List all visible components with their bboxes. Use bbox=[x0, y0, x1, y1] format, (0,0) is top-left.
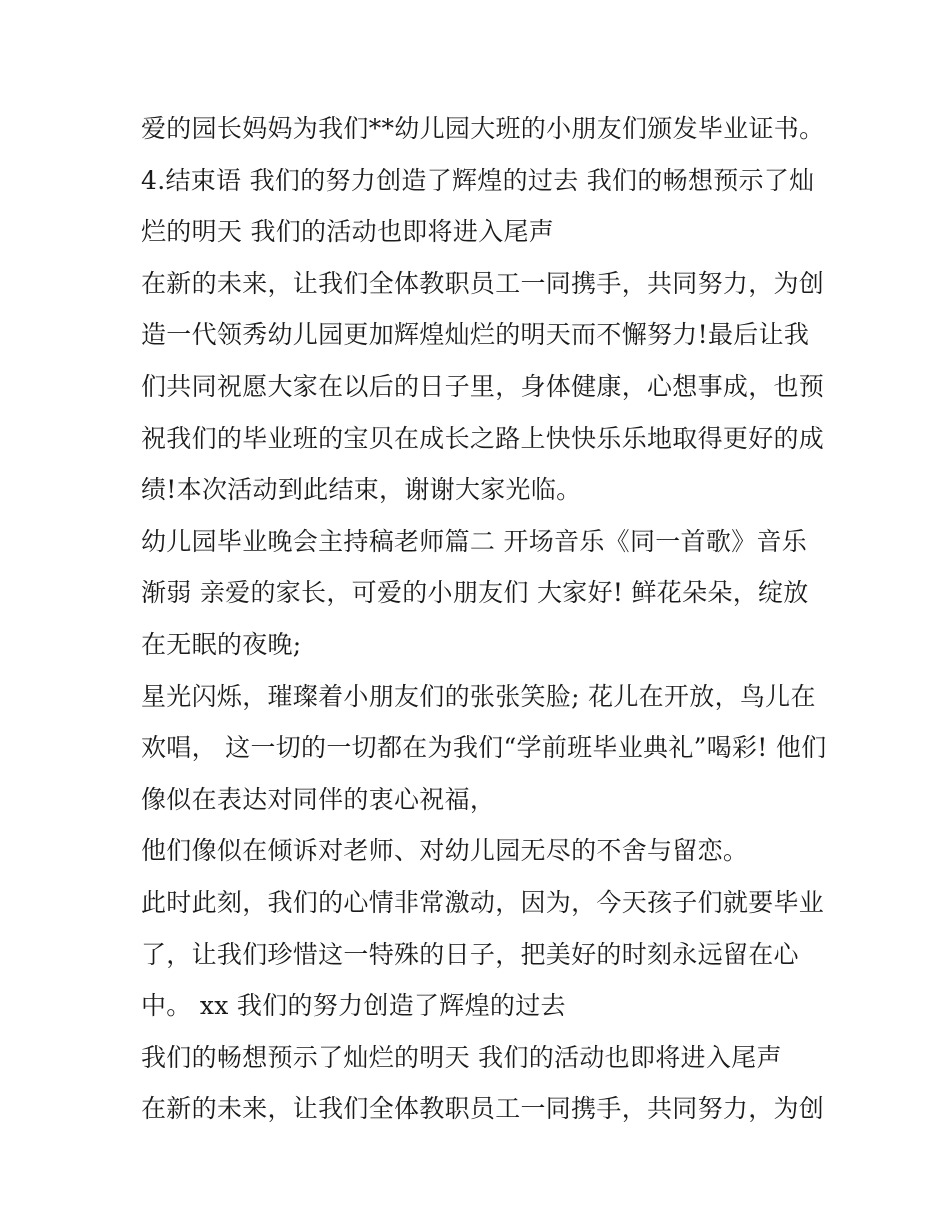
text-line: 在新的未来，让我们全体教职员工一同携手，共同努力，为创 bbox=[141, 268, 825, 298]
text-line: 他们像似在倾诉对老师、对幼儿园无尽的不舍与留恋。 bbox=[141, 836, 749, 866]
text-line: 幼儿园毕业晚会主持稿老师篇二 开场音乐《同一首歌》音乐 bbox=[141, 526, 808, 556]
text-line: 烂的明天 我们的活动也即将进入尾声 bbox=[141, 217, 555, 247]
text-line: 渐弱 亲爱的家长，可爱的小朋友们 大家好! 鲜花朵朵，绽放 bbox=[141, 578, 809, 608]
text-line: 爱的园长妈妈为我们**幼儿园大班的小朋友们颁发毕业证书。 bbox=[141, 114, 825, 143]
text-line: 们共同祝愿大家在以后的日子里，身体健康，心想事成，也预 bbox=[141, 371, 825, 401]
text-line: 欢唱， 这一切的一切都在为我们“学前班毕业典礼”喝彩! 他们 bbox=[141, 733, 827, 763]
text-line: 像似在表达对同伴的衷心祝福， bbox=[141, 784, 496, 814]
text-line: 绩!本次活动到此结束，谢谢大家光临。 bbox=[141, 475, 582, 505]
document-body bbox=[141, 103, 827, 1135]
text-line: 在新的未来，让我们全体教职员工一同携手，共同努力，为创 bbox=[141, 1094, 825, 1124]
text-line: 祝我们的毕业班的宝贝在成长之路上快快乐乐地取得更好的成 bbox=[141, 423, 825, 453]
text-line: 4.结束语 我们的努力创造了辉煌的过去 我们的畅想预示了灿 bbox=[141, 165, 815, 195]
text-line: 了，让我们珍惜这一特殊的日子，把美好的时刻永远留在心 bbox=[141, 939, 799, 969]
text-line: 我们的畅想预示了灿烂的明天 我们的活动也即将进入尾声 bbox=[141, 1042, 782, 1072]
text-line: 此时此刻，我们的心情非常激动，因为，今天孩子们就要毕业 bbox=[141, 887, 825, 917]
text-line: 中。 xx 我们的努力创造了辉煌的过去 bbox=[141, 991, 566, 1021]
text-line: 在无眠的夜晚; bbox=[141, 629, 302, 659]
text-line: 造一代领秀幼儿园更加辉煌灿烂的明天而不懈努力!最后让我 bbox=[141, 320, 810, 350]
text-line: 星光闪烁，璀璨着小朋友们的张张笑脸; 花儿在开放，鸟儿在 bbox=[141, 681, 816, 711]
